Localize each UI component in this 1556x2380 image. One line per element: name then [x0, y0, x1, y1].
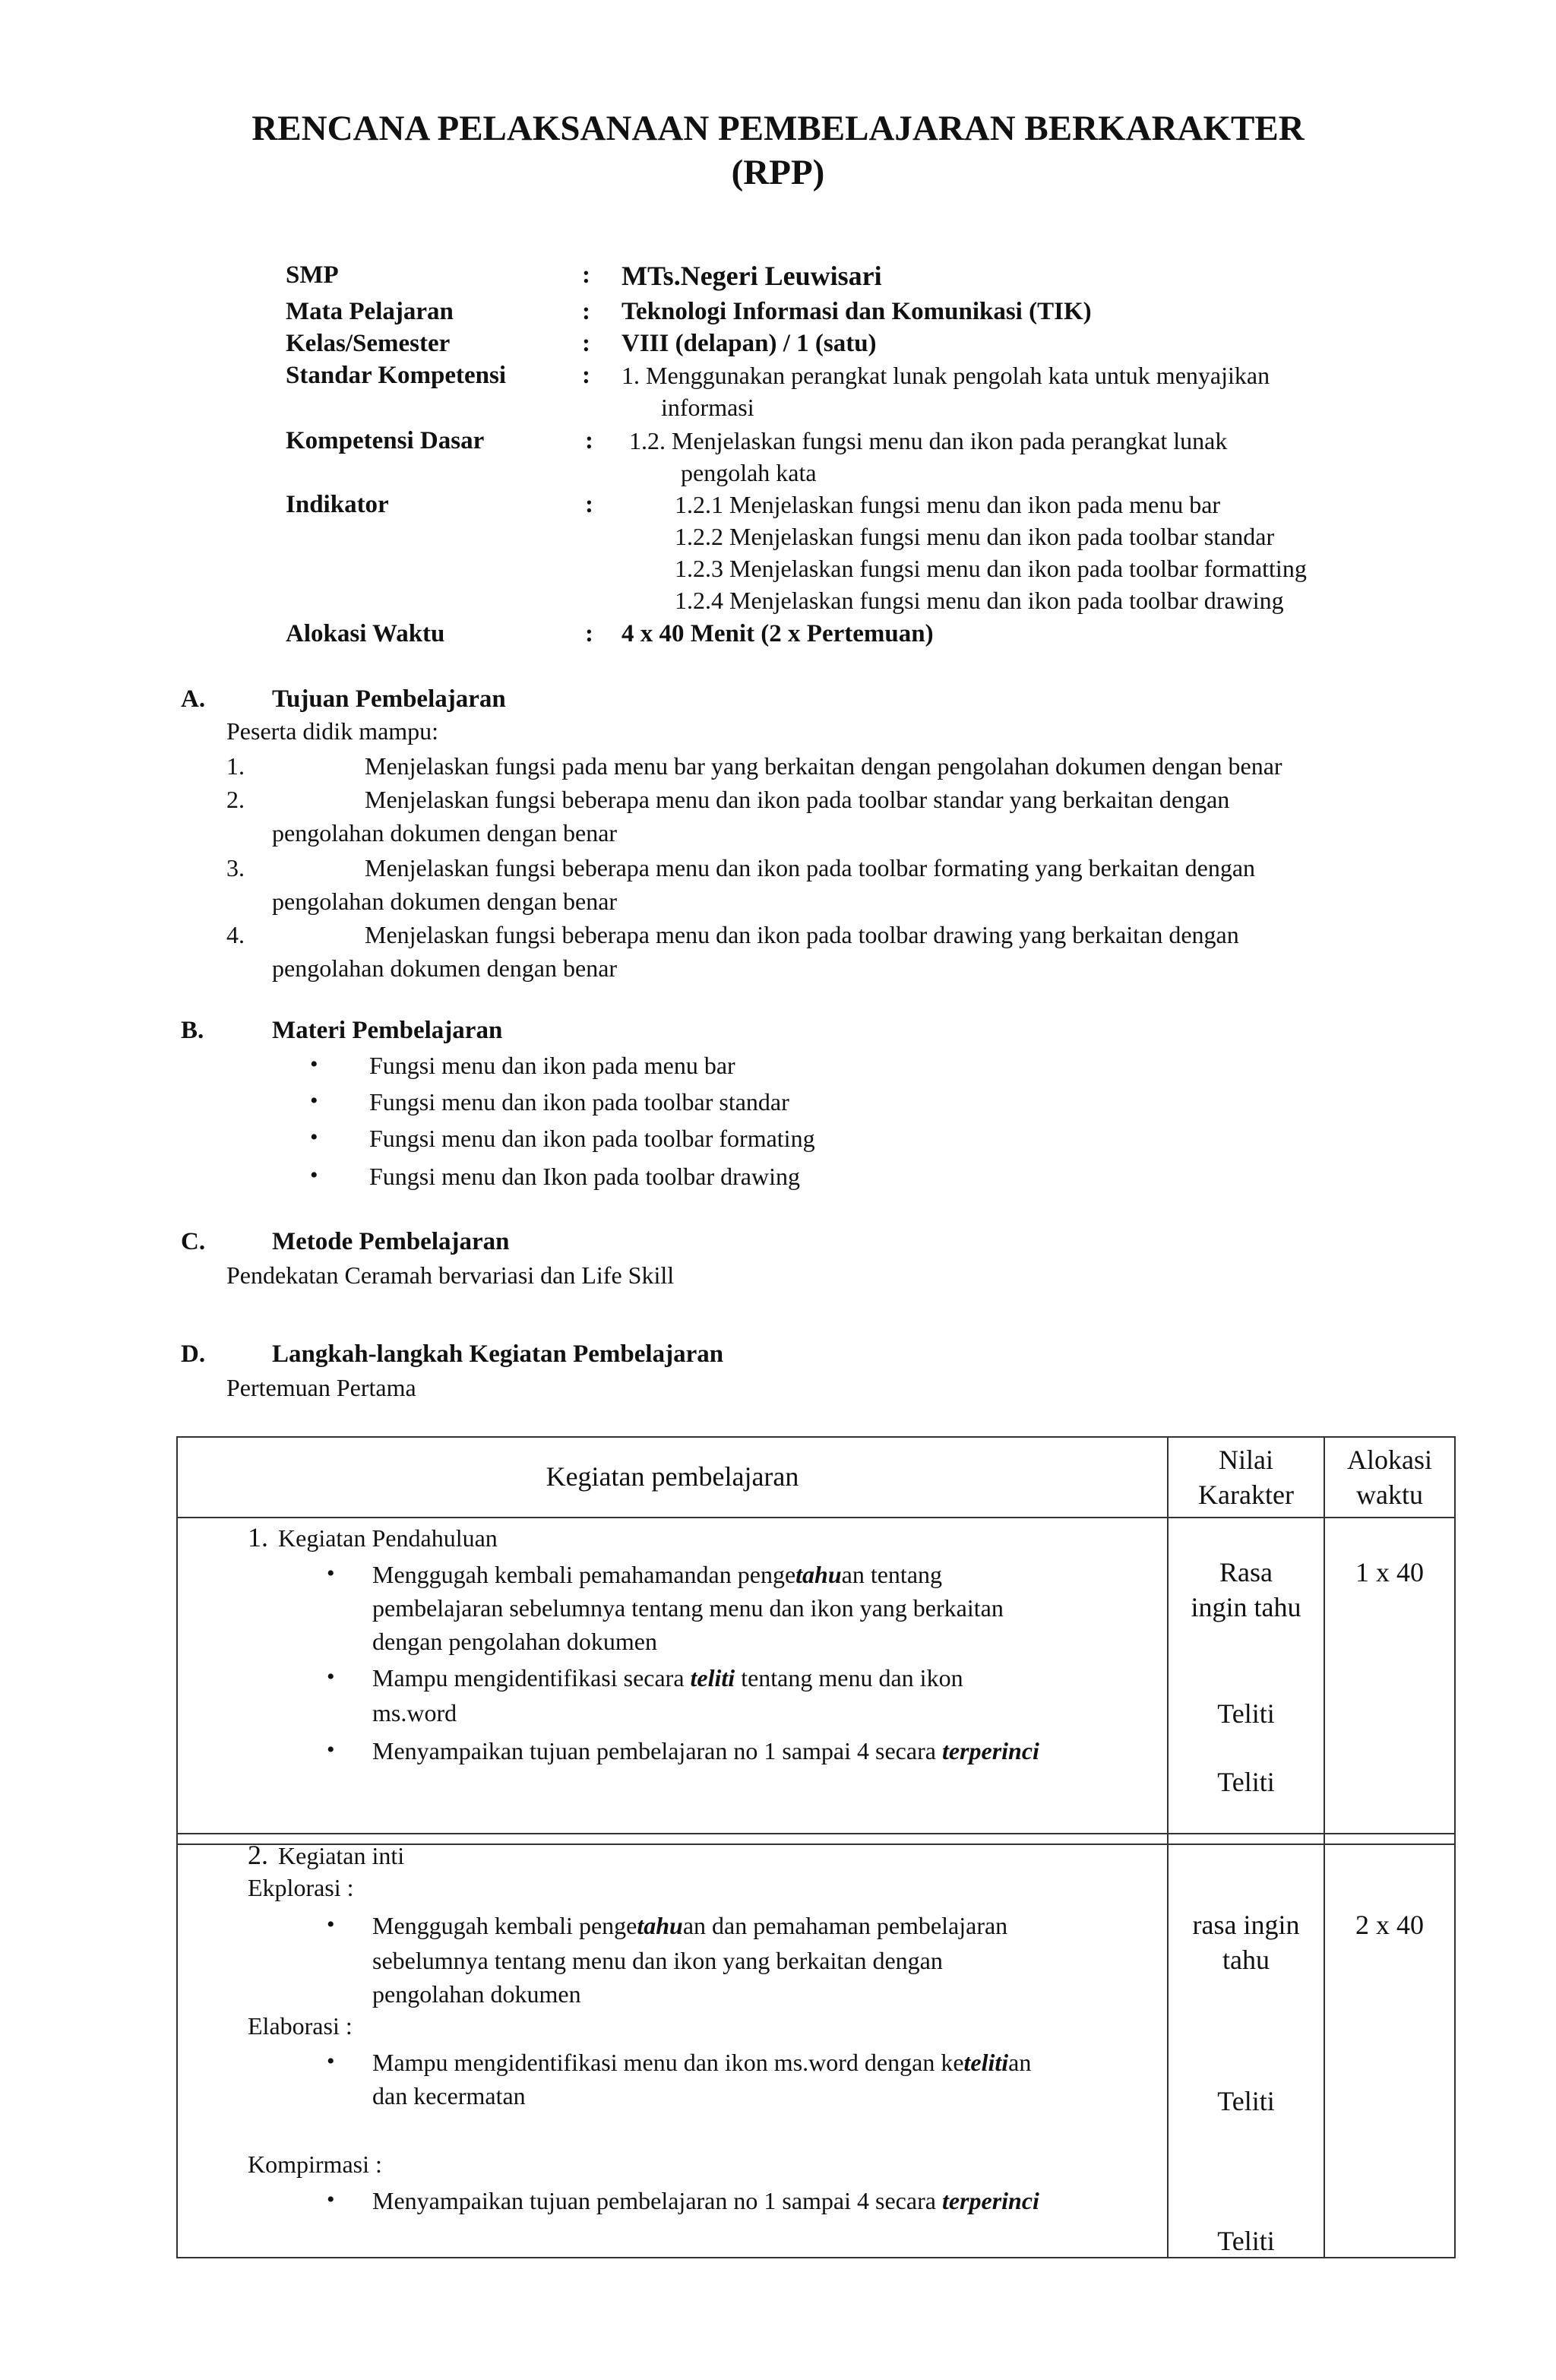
objective-text: Menjelaskan fungsi pada menu bar yang berkaitan dengan pengolahan dokumen dengan benar — [365, 752, 1282, 780]
row2-value2: Teliti — [1217, 2086, 1275, 2116]
indicator-item: 1.2.3 Menjelaskan fungsi menu dan ikon pada toolbar formatting — [675, 555, 1307, 582]
row2-time: 2 x 40 — [1355, 1910, 1424, 1940]
method-text: Pendekatan Ceramah bervariasi dan Life Skill — [226, 1261, 675, 1289]
section-a-letter: A. — [181, 685, 206, 713]
colon: : — [582, 261, 590, 289]
document-title-line1: RENCANA PELAKSANAAN PEMBELAJARAN BERKARAKTER — [251, 109, 1305, 148]
row1-bullet1-line3: dengan pengolahan dokumen — [372, 1628, 657, 1655]
indicator-item: 1.2.4 Menjelaskan fungsi menu dan ikon pada toolbar drawing — [675, 587, 1284, 614]
bullet-icon: • — [310, 1088, 318, 1113]
time-allocation-label: Alokasi Waktu — [286, 620, 445, 647]
bullet-icon: • — [310, 1052, 318, 1077]
bullet-icon: • — [327, 2187, 335, 2212]
class-label: Kelas/Semester — [286, 330, 451, 357]
meeting-subtitle: Pertemuan Pertama — [226, 1374, 416, 1401]
indicator-item: 1.2.2 Menjelaskan fungsi menu dan ikon pada toolbar standar — [675, 523, 1275, 550]
time-allocation-value: 4 x 40 Menit (2 x Pertemuan) — [621, 620, 934, 647]
section-c-letter: C. — [181, 1228, 206, 1255]
row2-confirmation-line: Menyampaikan tujuan pembelajaran no 1 sampai 4 secara terperinci — [372, 2187, 1039, 2214]
row1-value3: Teliti — [1217, 1767, 1275, 1797]
section-c-title: Metode Pembelajaran — [272, 1228, 510, 1255]
material-item: Fungsi menu dan ikon pada toolbar standar — [369, 1088, 789, 1116]
section-d-letter: D. — [181, 1340, 206, 1368]
row1-bullet2-line2: ms.word — [372, 1699, 457, 1726]
table-header-value-line2: Karakter — [1198, 1480, 1294, 1510]
basic-competency-line2: pengolah kata — [681, 459, 817, 486]
row1-value1-line1: Rasa — [1219, 1557, 1273, 1587]
table-header-value-line1: Nilai — [1219, 1445, 1273, 1475]
objective-text: Menjelaskan fungsi beberapa menu dan ikon pada toolbar standar yang berkaitan dengan — [365, 786, 1230, 813]
objective-text: Menjelaskan fungsi beberapa menu dan ikon pada toolbar drawing yang berkaitan dengan — [365, 921, 1239, 948]
row2-value1-line2: tahu — [1222, 1945, 1270, 1975]
bullet-icon: • — [327, 1912, 335, 1937]
colon: : — [582, 362, 590, 389]
objective-text-cont: pengolahan dokumen dengan benar — [272, 954, 618, 982]
indicator-item: 1.2.1 Menjelaskan fungsi menu dan ikon pada menu bar — [675, 491, 1221, 518]
row2-confirmation-label: Kompirmasi : — [248, 2151, 382, 2178]
table-header-time-line1: Alokasi — [1347, 1445, 1432, 1475]
row2-elaboration-line2: dan kecermatan — [372, 2082, 526, 2109]
objective-number: 3. — [226, 854, 245, 881]
school-label: SMP — [286, 261, 339, 289]
row1-heading: Kegiatan Pendahuluan — [278, 1524, 498, 1552]
basic-competency-label: Kompetensi Dasar — [286, 427, 485, 454]
material-item: Fungsi menu dan ikon pada toolbar formating — [369, 1125, 815, 1152]
table-header-activity: Kegiatan pembelajaran — [546, 1461, 799, 1492]
colon: : — [585, 620, 593, 647]
row2-exploration-line3: pengolahan dokumen — [372, 1980, 581, 2008]
objective-number: 1. — [226, 752, 245, 780]
row1-bullet1-line1: Menggugah kembali pemahamandan pengetahuan tentang — [372, 1561, 943, 1588]
table-header-time-line2: waktu — [1356, 1480, 1423, 1510]
row1-bullet2-line1: Mampu mengidentifikasi secara teliti tentang menu dan ikon — [372, 1664, 963, 1692]
colon: : — [582, 330, 590, 357]
colon: : — [582, 298, 590, 325]
objective-text-cont: pengolahan dokumen dengan benar — [272, 888, 618, 915]
objective-text: Menjelaskan fungsi beberapa menu dan ikon pada toolbar formating yang berkaitan dengan — [365, 854, 1256, 881]
row1-number: 1. — [248, 1522, 268, 1552]
standard-competency-label: Standar Kompetensi — [286, 362, 507, 389]
material-item: Fungsi menu dan Ikon pada toolbar drawing — [369, 1163, 800, 1190]
standard-competency-line2: informasi — [661, 394, 754, 421]
basic-competency-line1: 1.2. Menjelaskan fungsi menu dan ikon pada perangkat lunak — [629, 427, 1228, 454]
row2-value3: Teliti — [1217, 2226, 1275, 2256]
row1-bullet3: Menyampaikan tujuan pembelajaran no 1 sampai 4 secara terperinci — [372, 1737, 1039, 1764]
row2-value1-line1: rasa ingin — [1192, 1910, 1300, 1940]
indicator-label: Indikator — [286, 491, 389, 518]
row2-exploration-label: Ekplorasi : — [248, 1874, 354, 1901]
colon: : — [585, 427, 593, 454]
row2-heading: Kegiatan inti — [278, 1842, 405, 1869]
subject-label: Mata Pelajaran — [286, 298, 454, 325]
bullet-icon: • — [327, 2049, 335, 2074]
subject-value: Teknologi Informasi dan Komunikasi (TIK) — [621, 298, 1092, 325]
material-item: Fungsi menu dan ikon pada menu bar — [369, 1052, 735, 1079]
row2-exploration-line2: sebelumnya tentang menu dan ikon yang berkaitan dengan — [372, 1947, 943, 1974]
row2-elaboration-line1: Mampu mengidentifikasi menu dan ikon ms.word dengan ketelitian — [372, 2049, 1032, 2076]
school-value: MTs.Negeri Leuwisari — [621, 261, 882, 291]
row2-elaboration-label: Elaborasi : — [248, 2012, 353, 2040]
row1-value2: Teliti — [1217, 1698, 1275, 1729]
section-a-intro: Peserta didik mampu: — [226, 717, 439, 745]
row1-bullet1-line2: pembelajaran sebelumnya tentang menu dan ikon yang berkaitan — [372, 1594, 1004, 1622]
bullet-icon: • — [327, 1561, 335, 1586]
objective-number: 2. — [226, 786, 245, 813]
bullet-icon: • — [310, 1163, 318, 1188]
section-a-title: Tujuan Pembelajaran — [272, 685, 506, 713]
row1-value1-line2: ingin tahu — [1191, 1592, 1301, 1622]
row2-exploration-line1: Menggugah kembali pengetahuan dan pemahaman pembelajaran — [372, 1912, 1008, 1939]
bullet-icon: • — [310, 1125, 318, 1150]
row2-number: 2. — [248, 1840, 268, 1870]
document-title-line2: (RPP) — [731, 153, 825, 192]
objective-number: 4. — [226, 921, 245, 948]
row1-time: 1 x 40 — [1355, 1557, 1424, 1587]
bullet-icon: • — [327, 1664, 335, 1689]
standard-competency-line1: 1. Menggunakan perangkat lunak pengolah kata untuk menyajikan — [621, 362, 1270, 389]
bullet-icon: • — [327, 1737, 335, 1762]
class-value: VIII (delapan) / 1 (satu) — [621, 330, 877, 357]
section-b-letter: B. — [181, 1017, 204, 1044]
objective-text-cont: pengolahan dokumen dengan benar — [272, 819, 618, 847]
section-b-title: Materi Pembelajaran — [272, 1017, 503, 1044]
section-d-title: Langkah-langkah Kegiatan Pembelajaran — [272, 1340, 724, 1368]
colon: : — [585, 491, 593, 518]
